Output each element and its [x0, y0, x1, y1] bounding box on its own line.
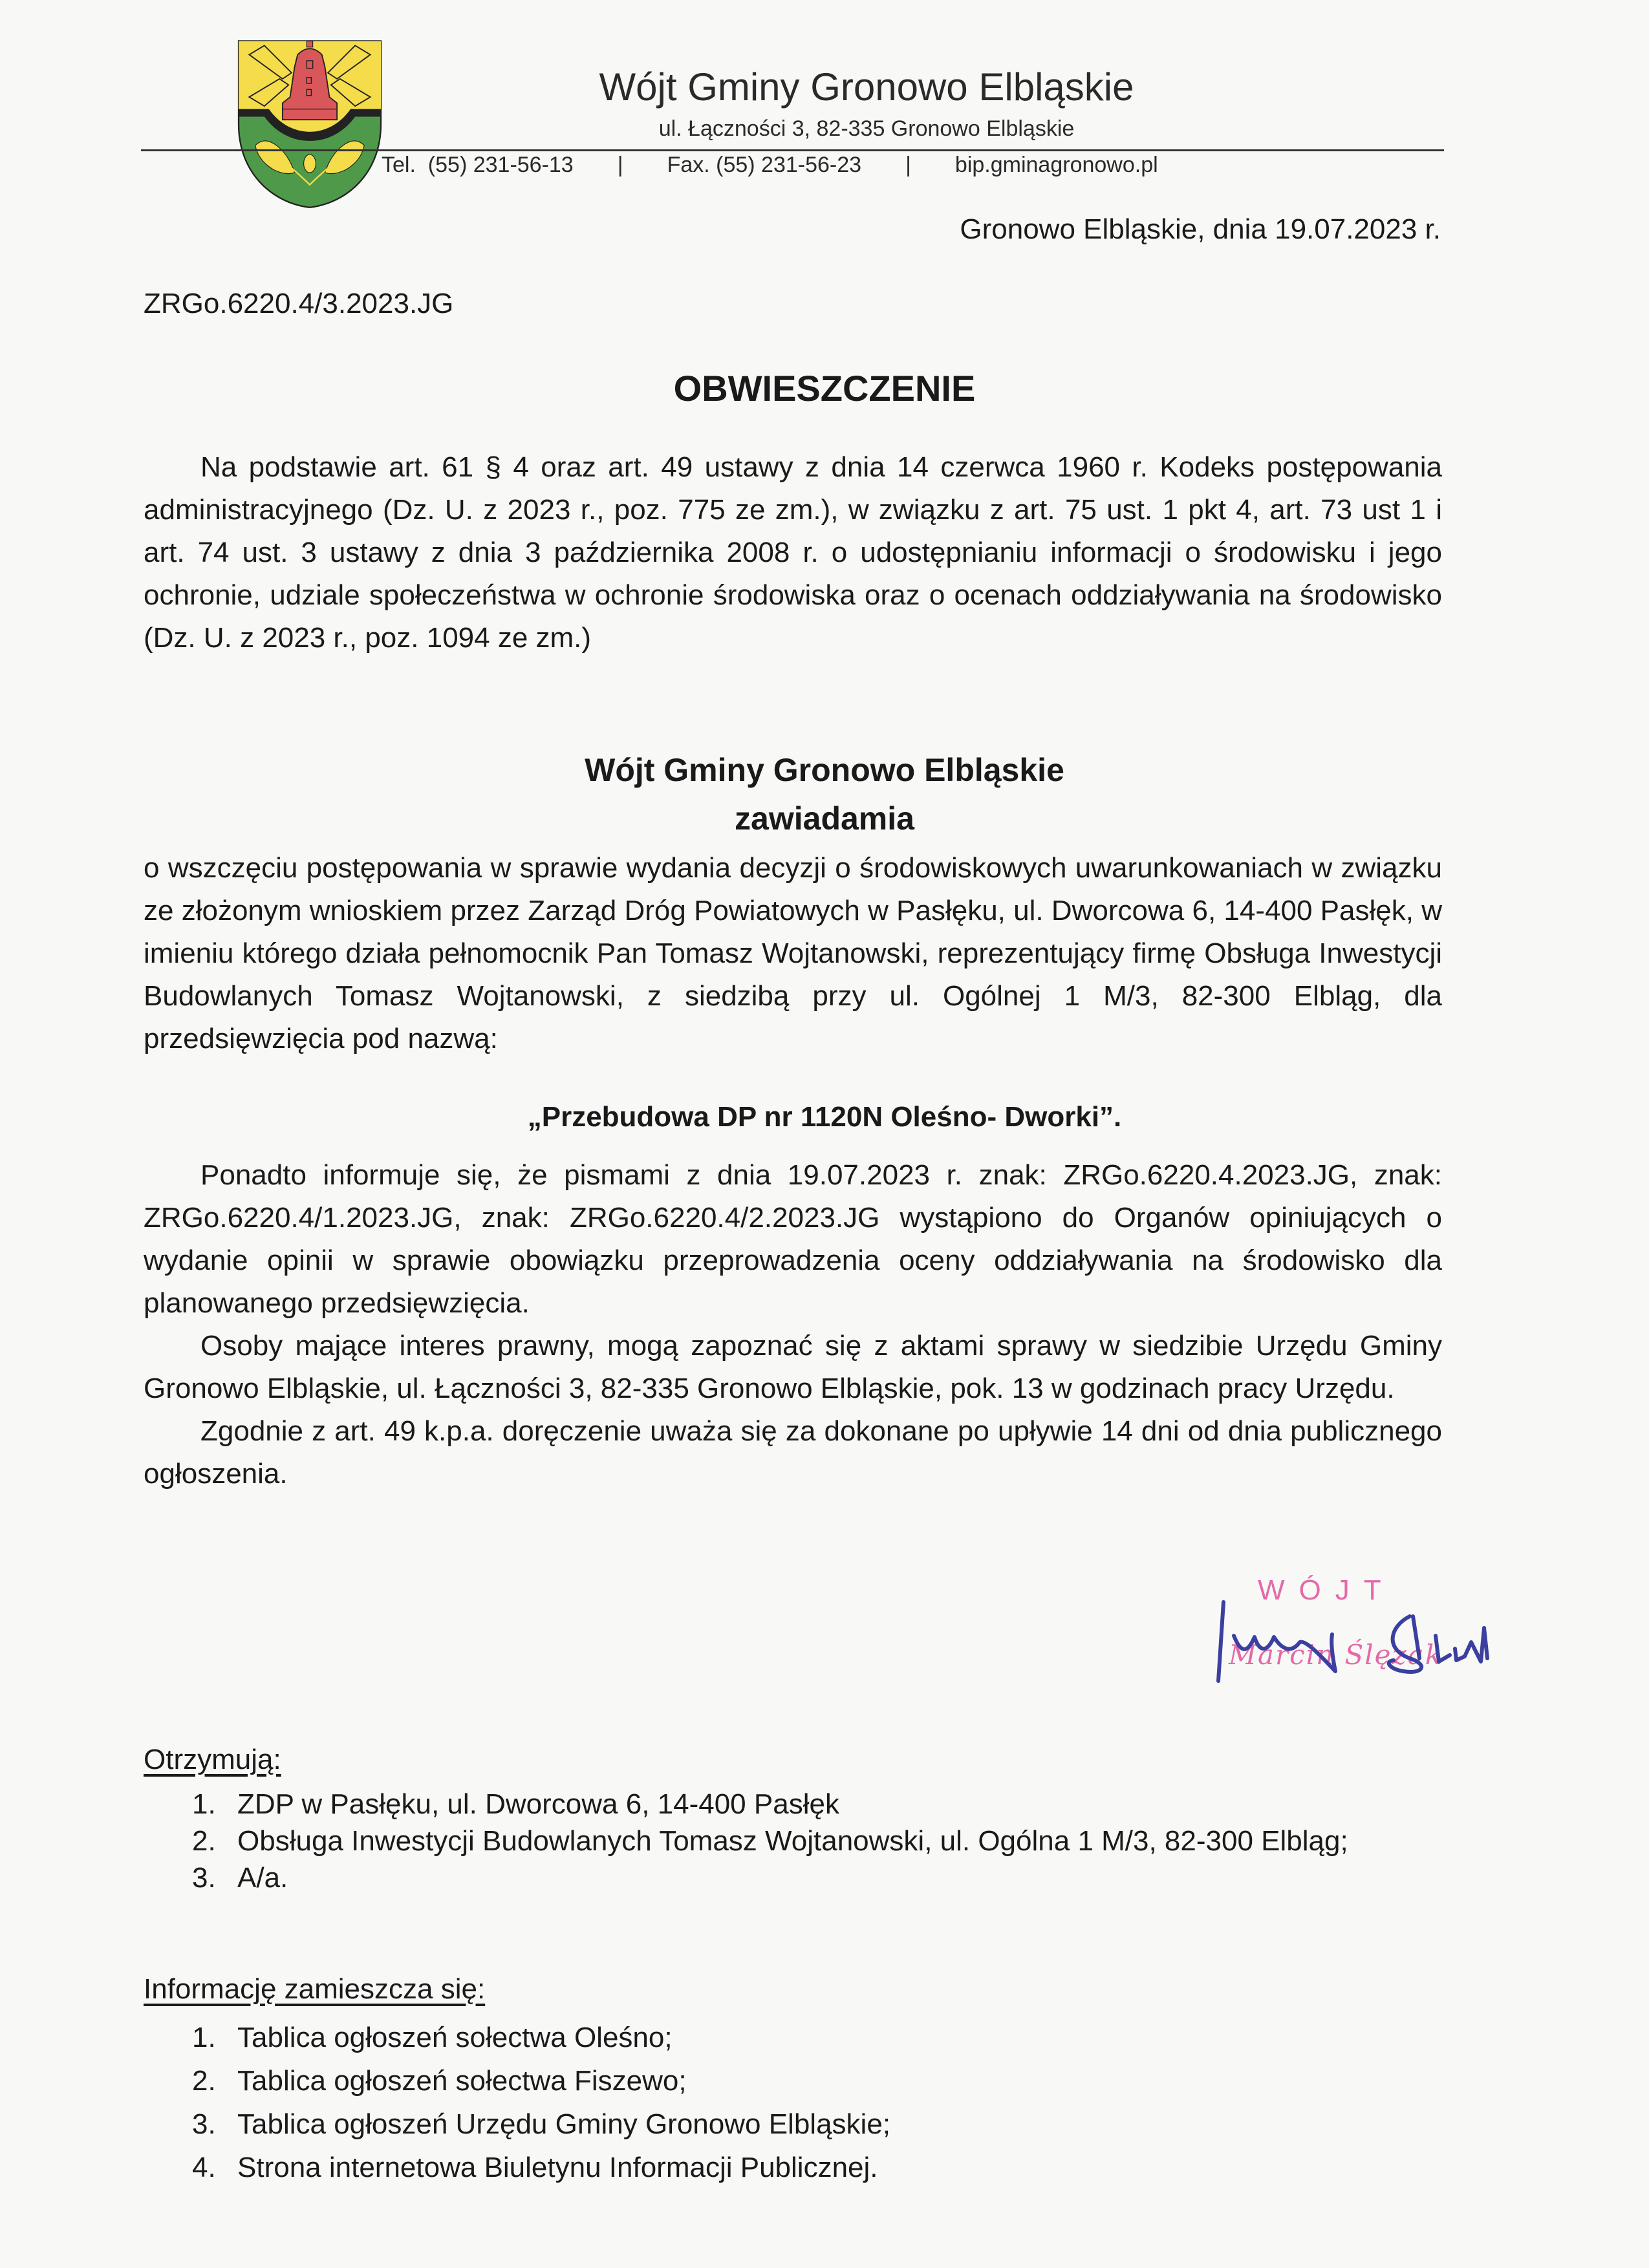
date-line: Gronowo Elbląskie, dnia 19.07.2023 r.	[960, 213, 1441, 245]
phone-number: Tel. (55) 231-56-13	[382, 153, 574, 177]
list-number: 3.	[192, 1862, 216, 1894]
handwritten-signature-icon	[1216, 1565, 1500, 1694]
signature-stamp	[1216, 1565, 1500, 1694]
list-item	[144, 2016, 1443, 2059]
legal-basis-block	[144, 446, 1442, 659]
access-paragraph: Osoby mające interes prawny, mogą zapoznać się z aktami sprawy w siedzibie Urzędu Gminy Gronowo Elbląskie, ul. Łączności 3, 82-335 Gronowo Elbląskie, pok. 13 w godzinach pracy Urzędu.	[144, 1330, 1442, 1404]
letterhead-title: Wójt Gminy Gronowo Elbląskie	[599, 65, 1134, 109]
list-item	[144, 2102, 1443, 2146]
reference-number: ZRGo.6220.4/3.2023.JG	[144, 288, 454, 319]
list-text: ZDP w Pasłęku, ul. Dworcowa 6, 14-400 Pasłęk	[237, 1788, 839, 1820]
list-item	[144, 1823, 1443, 1859]
letterhead-divider	[141, 149, 1444, 151]
list-item	[144, 1786, 1443, 1823]
list-number: 2.	[192, 1825, 216, 1857]
separator: |	[617, 153, 623, 177]
fax-number: Fax. (55) 231-56-23	[667, 153, 862, 177]
notice-paragraph: o wszczęciu postępowania w sprawie wydania decyzji o środowiskowych uwarunkowaniach w związku ze złożonym wnioskiem przez Zarząd Dróg Powiatowych w Pasłęku, ul. Dworcowa 6, 14-400 Pasłęk, w imieniu którego działa pełnomocnik Pan Tomasz Wojtanowski, reprezentujący firmę Obsługa Inwestycji Budowlanych Tomasz Wojtanowski, z siedzibą przy ul. Ogólnej 1 M/3, 82-300 Elbląg, dla przedsięwzięcia pod nazwą:	[144, 852, 1442, 1054]
list-item	[144, 2146, 1443, 2189]
list-item	[144, 2059, 1443, 2102]
legal-basis-paragraph: Na podstawie art. 61 § 4 oraz art. 49 ustawy z dnia 14 czerwca 1960 r. Kodeks postępowania administracyjnego (Dz. U. z 2023 r., poz. 775 ze zm.), w związku z art. 75 ust. 1 pkt 4, art. 73 ust 1 i art. 74 ust. 3 ustawy z dnia 3 października 2008 r. o udostępnianiu informacji o środowisku i jego ochronie, udziale społeczeństwa w ochronie środowiska oraz o ocenach oddziaływania na środowisko (Dz. U. z 2023 r., poz. 1094 ze zm.)	[144, 451, 1442, 654]
stamp-name: Marcin Ślęzak	[1229, 1639, 1443, 1671]
list-text: Strona internetowa Biuletynu Informacji Publicznej.	[237, 2152, 878, 2183]
information-block	[144, 1154, 1442, 1495]
letterhead-contact	[382, 153, 1158, 178]
list-text: Tablica ogłoszeń sołectwa Oleśno;	[237, 2022, 673, 2053]
publication-heading: Informację zamieszcza się:	[144, 1973, 486, 2005]
list-text: Obsługa Inwestycji Budowlanych Tomasz Wojtanowski, ul. Ogólna 1 M/3, 82-300 Elbląg;	[237, 1825, 1348, 1857]
list-text: Tablica ogłoszeń Urzędu Gminy Gronowo Elbląskie;	[237, 2108, 891, 2140]
list-number: 3.	[192, 2108, 216, 2140]
list-number: 1.	[192, 1788, 216, 1820]
action-heading: zawiadamia	[735, 800, 914, 837]
separator: |	[905, 153, 911, 177]
website-link[interactable]: bip.gminagronowo.pl	[954, 153, 1158, 177]
notice-block	[144, 847, 1442, 1060]
recipients-list	[144, 1786, 1443, 1896]
document-title: OBWIESZCZENIE	[673, 368, 976, 409]
list-number: 2.	[192, 2065, 216, 2097]
issuer-heading: Wójt Gminy Gronowo Elbląskie	[585, 752, 1064, 788]
letterhead-address: ul. Łączności 3, 82-335 Gronowo Elbląskie	[658, 116, 1075, 141]
list-text: Tablica ogłoszeń sołectwa Fiszewo;	[237, 2065, 687, 2097]
delivery-paragraph: Zgodnie z art. 49 k.p.a. doręczenie uważa się za dokonane po upływie 14 dni od dnia publicznego ogłoszenia.	[144, 1415, 1442, 1490]
list-item	[144, 1859, 1443, 1896]
information-paragraph: Ponadto informuje się, że pismami z dnia 19.07.2023 r. znak: ZRGo.6220.4.2023.JG, znak: ZRGo.6220.4/1.2023.JG, znak: ZRGo.6220.4/2.2023.JG wystąpiono do Organów opiniujących o wydanie opinii w sprawie obowiązku przeprowadzenia oceny oddziaływania na środowisko dla planowanego przedsięwzięcia.	[144, 1159, 1442, 1319]
stamp-title: WÓJT	[1258, 1574, 1396, 1606]
list-text: A/a.	[237, 1862, 288, 1894]
list-number: 4.	[192, 2152, 216, 2183]
project-name: „Przebudowa DP nr 1120N Oleśno- Dworki”.	[527, 1101, 1122, 1133]
publication-list	[144, 2016, 1443, 2189]
list-number: 1.	[192, 2022, 216, 2053]
recipients-heading: Otrzymują:	[144, 1744, 281, 1775]
